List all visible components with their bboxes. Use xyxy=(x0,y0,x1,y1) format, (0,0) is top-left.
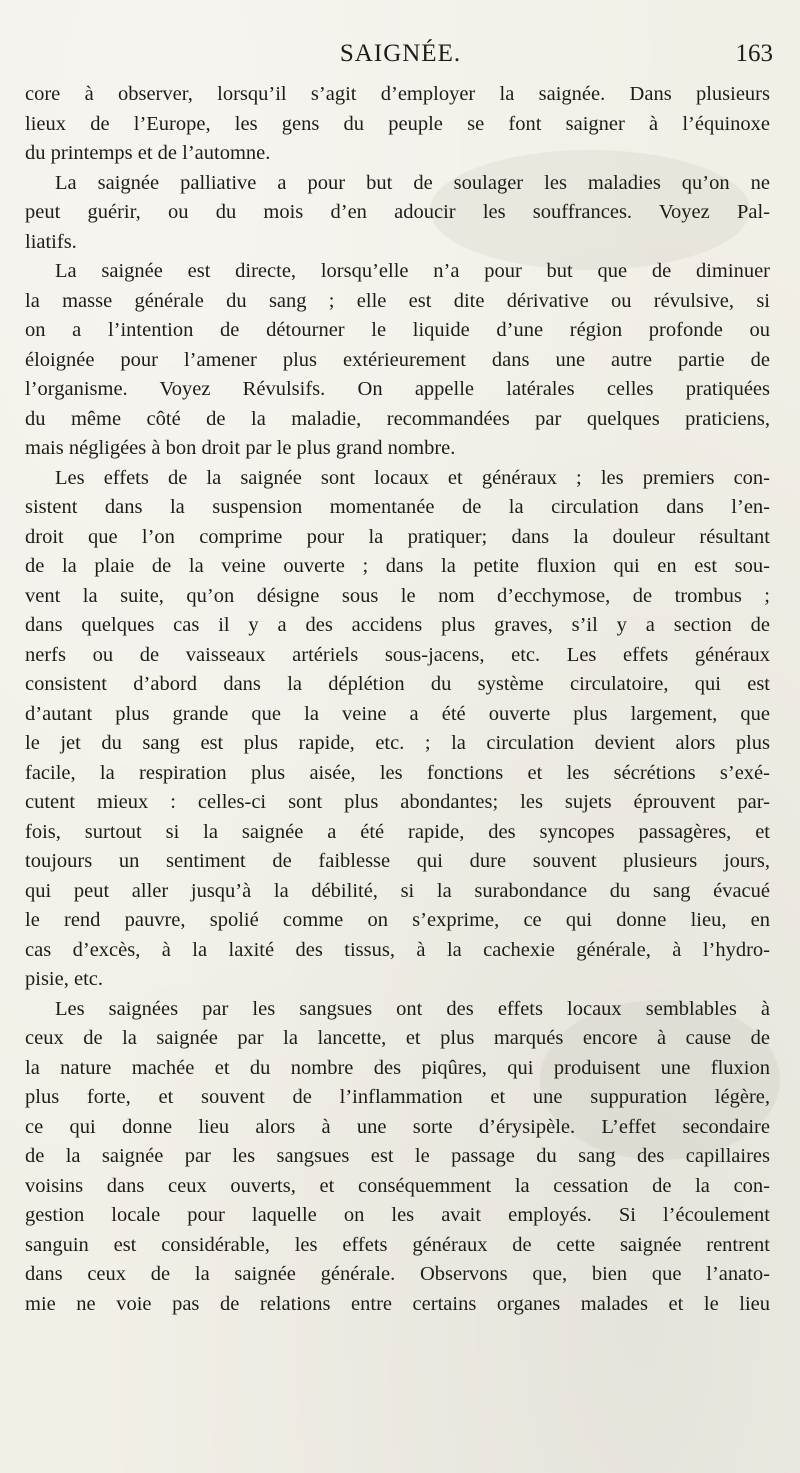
text-line: La saignée palliative a pour but de soulager les maladies qu’on ne xyxy=(55,171,770,194)
text-line: de la saignée par les sangsues est le passage du sang des capillaires xyxy=(25,1145,770,1167)
text-line: pisie, etc. xyxy=(25,968,103,990)
text-line: éloignée pour l’amener plus extérieurement dans une autre partie de xyxy=(25,348,770,371)
text-line: cas d’excès, à la laxité des tissus, à la cachexie générale, à l’hydro- xyxy=(25,938,770,961)
text-line: Les saignées par les sangsues ont des effets locaux semblables à xyxy=(55,997,770,1020)
text-line: le jet du sang est plus rapide, etc. ; la circulation devient alors plus xyxy=(25,732,770,754)
text-line: ceux de la saignée par la lancette, et plus marqués encore à cause de xyxy=(25,1027,770,1049)
text-line: gestion locale pour laquelle on les avait employés. Si l’écoulement xyxy=(25,1204,770,1226)
text-line: la masse générale du sang ; elle est dite dérivative ou révulsive, si xyxy=(25,289,770,312)
text-line: toujours un sentiment de faiblesse qui dure souvent plusieurs jours, xyxy=(25,850,770,872)
text-line: liatifs. xyxy=(25,230,77,253)
text-line: La saignée est directe, lorsqu’elle n’a pour but que de diminuer xyxy=(55,260,770,282)
text-line: consistent d’abord dans la déplétion du système circulatoire, qui est xyxy=(25,673,770,695)
text-line: facile, la respiration plus aisée, les fonctions et les sécrétions s’exé- xyxy=(25,761,770,784)
text-line: dans ceux de la saignée générale. Observons que, bien que l’anato- xyxy=(25,1263,770,1285)
text-line: voisins dans ceux ouverts, et conséquemment la cessation de la con- xyxy=(25,1174,770,1197)
text-line: mie ne voie pas de relations entre certains organes malades et le lieu xyxy=(25,1292,770,1315)
page-number: 163 xyxy=(735,40,773,67)
text-line: lieux de l’Europe, les gens du peuple se font saigner à l’équinoxe xyxy=(25,112,770,135)
text-line: mais négligées à bon droit par le plus grand nombre. xyxy=(25,437,456,459)
text-line: sistent dans la suspension momentanée de la circulation dans l’en- xyxy=(25,496,770,518)
text-line: du même côté de la maladie, recommandées par quelques praticiens, xyxy=(25,407,770,430)
text-line: d’autant plus grande que la veine a été ouverte plus largement, que xyxy=(25,702,770,725)
text-line: Les effets de la saignée sont locaux et généraux ; les premiers con- xyxy=(55,466,770,489)
text-line: fois, surtout si la saignée a été rapide, des syncopes passagères, et xyxy=(25,820,770,843)
text-line: dans quelques cas il y a des accidens plus graves, s’il y a section de xyxy=(25,614,770,636)
text-line: plus forte, et souvent de l’inflammation et une suppuration légère, xyxy=(25,1086,770,1108)
text-line: sanguin est considérable, les effets généraux de cette saignée rentrent xyxy=(25,1233,770,1256)
text-line: la nature machée et du nombre des piqûres, qui produisent une fluxion xyxy=(25,1056,770,1079)
text-line: on a l’intention de détourner le liquide d’une région profonde ou xyxy=(25,319,770,341)
text-line: de la plaie de la veine ouverte ; dans la petite fluxion qui en est sou- xyxy=(25,555,770,577)
text-line: l’organisme. Voyez Révulsifs. On appelle latérales celles pratiquées xyxy=(25,378,770,400)
text-line: vent la suite, qu’on désigne sous le nom d’ecchymose, de trombus ; xyxy=(25,584,770,607)
text-line: core à observer, lorsqu’il s’agit d’employer la saignée. Dans plusieurs xyxy=(25,83,770,105)
text-line: ce qui donne lieu alors à une sorte d’érysipèle. L’effet secondaire xyxy=(25,1115,770,1138)
text-line: qui peut aller jusqu’à la débilité, si la surabondance du sang évacué xyxy=(25,879,770,902)
text-line: du printemps et de l’automne. xyxy=(25,142,271,164)
running-head xyxy=(28,40,773,74)
body-text xyxy=(25,80,770,1319)
text-line: nerfs ou de vaisseaux artériels sous-jacens, etc. Les effets généraux xyxy=(25,643,770,666)
text-line: le rend pauvre, spolié comme on s’exprime, ce qui donne lieu, en xyxy=(25,909,770,931)
text-line: cutent mieux : celles-ci sont plus abondantes; les sujets éprouvent par- xyxy=(25,791,770,813)
text-line: peut guérir, ou du mois d’en adoucir les souffrances. Voyez Pal- xyxy=(25,201,770,223)
text-line: droit que l’on comprime pour la pratiquer; dans la douleur résultant xyxy=(25,525,770,548)
running-title: SAIGNÉE. xyxy=(339,40,462,67)
